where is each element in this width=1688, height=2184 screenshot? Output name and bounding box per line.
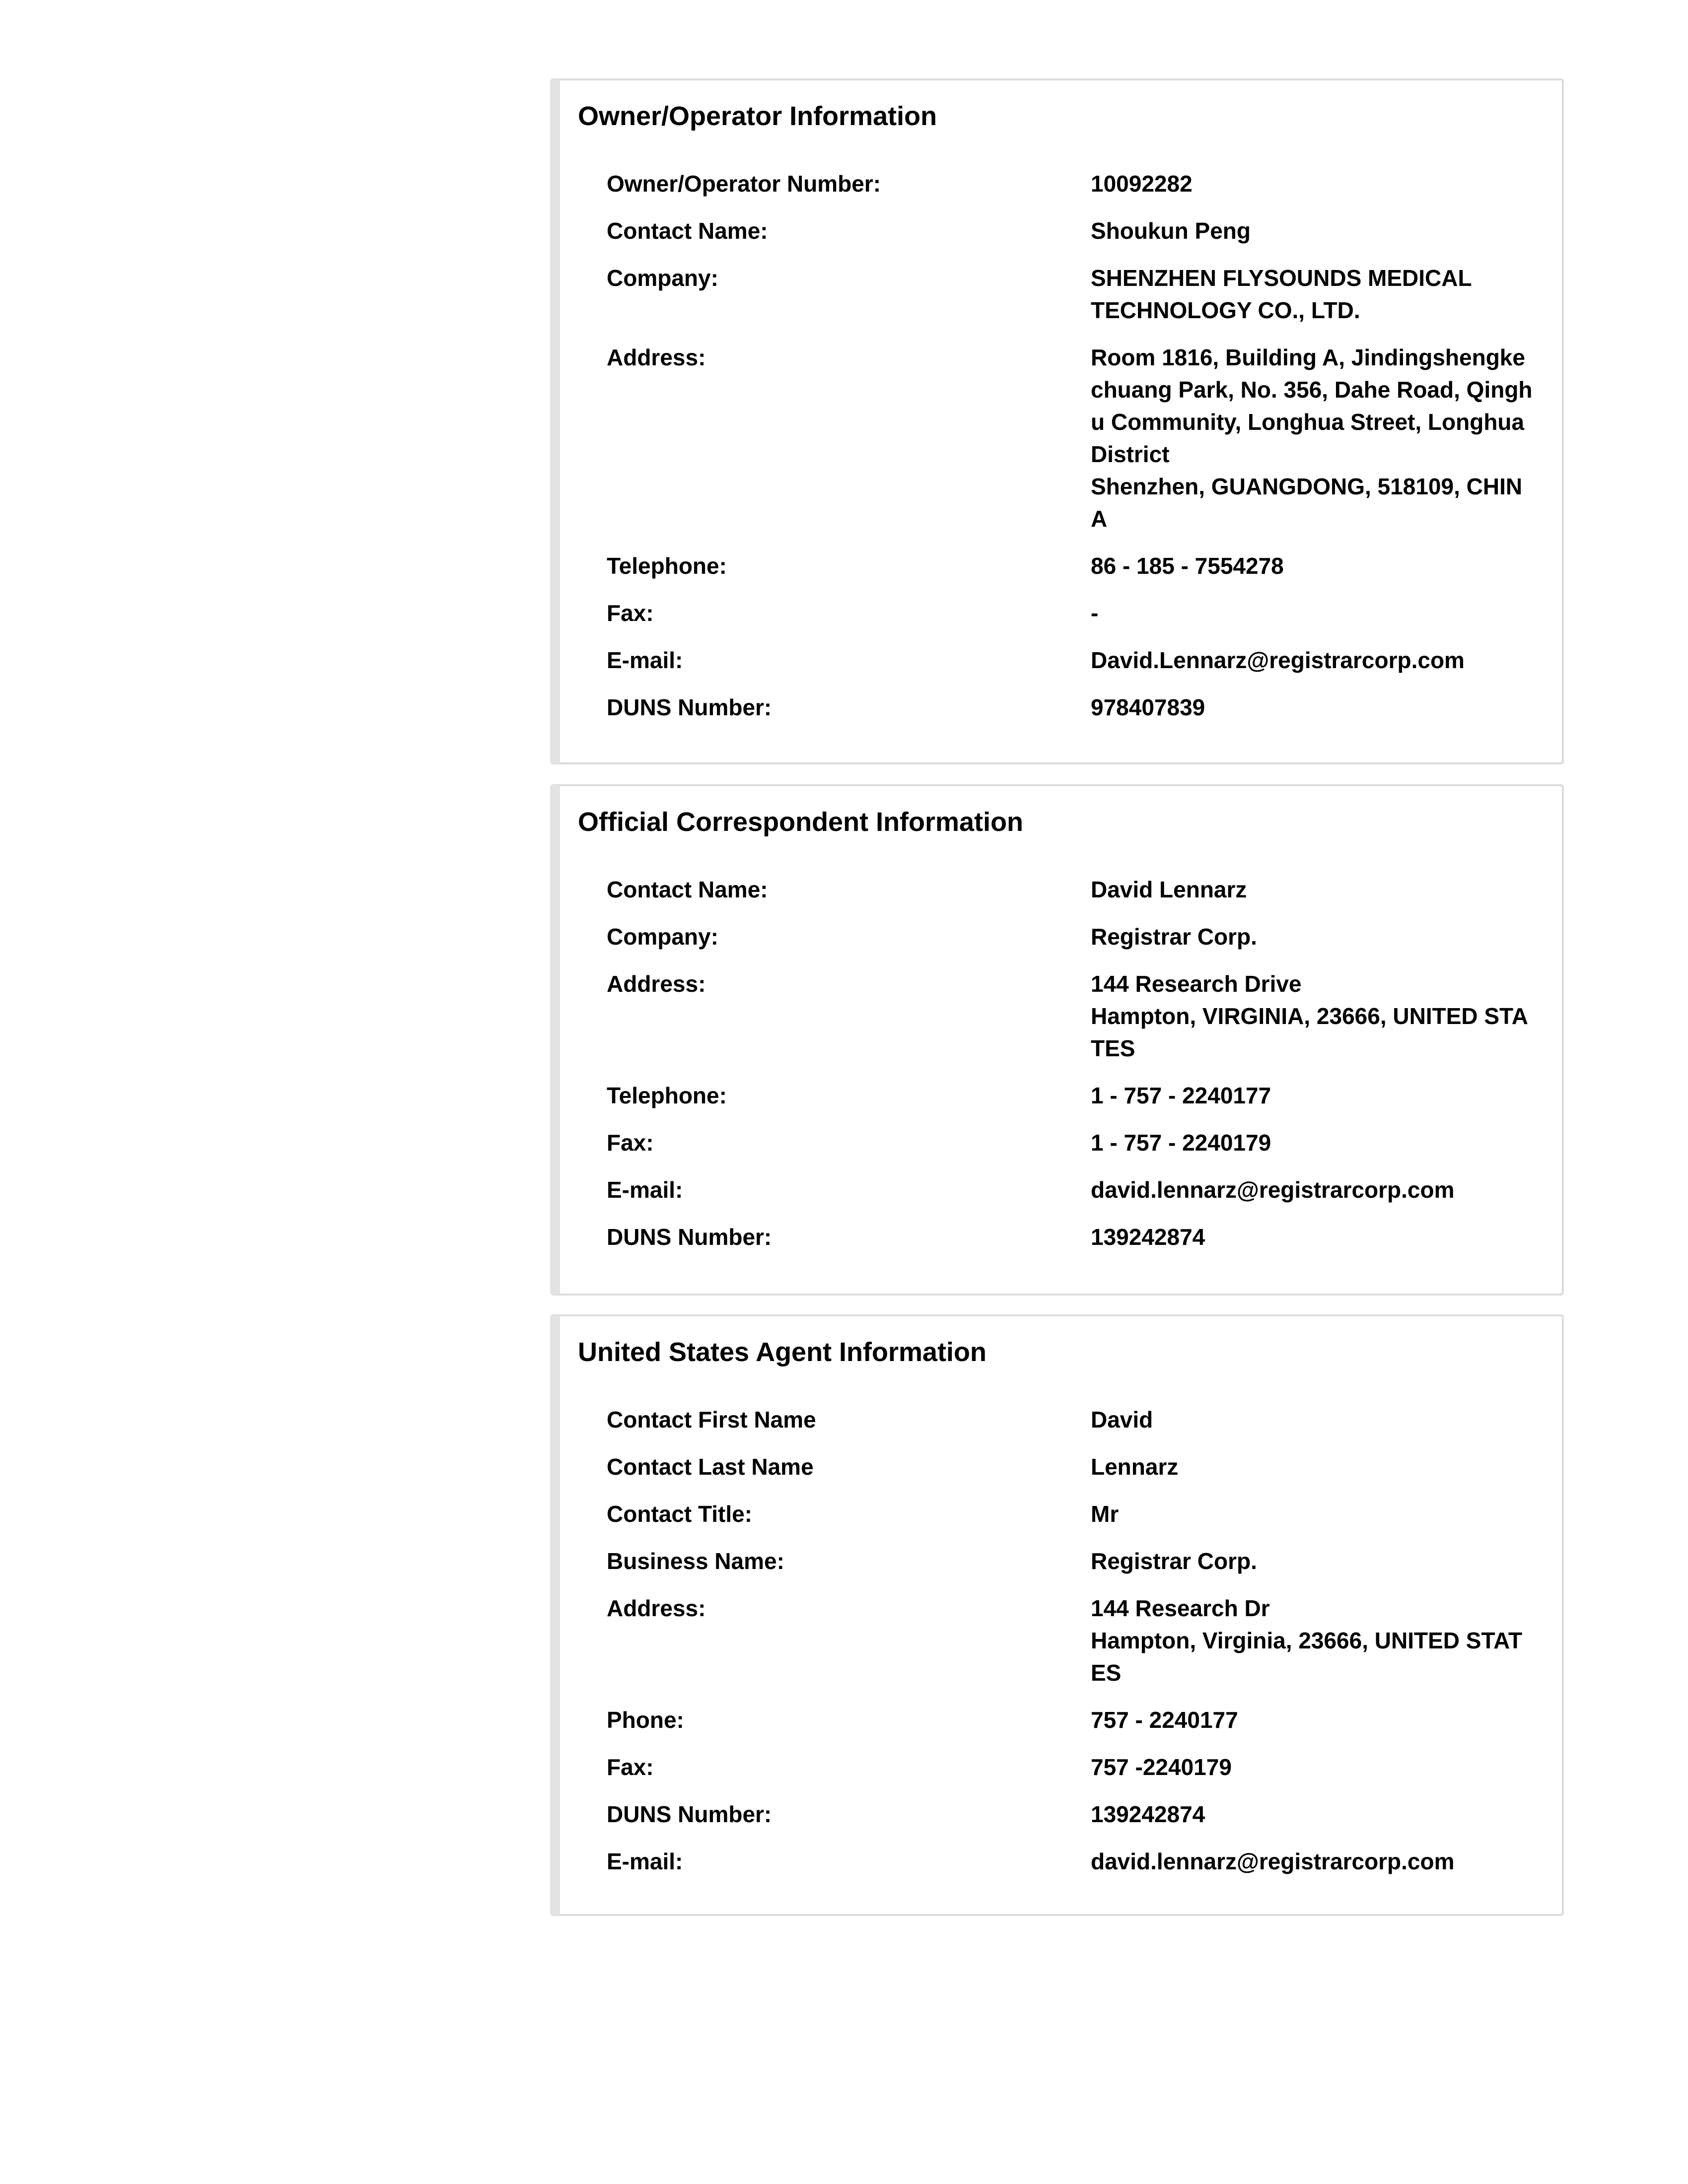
agent-first-name-label: Contact First Name (607, 1407, 816, 1433)
corr-contact-name-label: Contact Name: (607, 877, 768, 902)
corr-address-value (1091, 968, 1535, 1065)
agent-contact-title-row (607, 1498, 1550, 1530)
owner-fax-row (607, 597, 1550, 629)
corr-company-label: Company: (607, 924, 718, 950)
owner-number-label: Owner/Operator Number: (607, 171, 881, 197)
agent-phone-label: Phone: (607, 1707, 684, 1733)
agent-email-label: E-mail: (607, 1848, 683, 1874)
corr-email-label: E-mail: (607, 1177, 683, 1203)
corr-fax-label: Fax: (607, 1130, 654, 1156)
owner-address-line1: Room 1816, Building A, Jindingshengkechuang Park, No. 356, Dahe Road, Qinghu Community, Longhua Street, Longhua District (1091, 344, 1533, 467)
owner-fax-label: Fax: (607, 600, 654, 626)
corr-address-line2: Hampton, VIRGINIA, 23666, UNITED STATES (1091, 1003, 1528, 1061)
agent-last-name-row (607, 1451, 1550, 1483)
agent-duns-label: DUNS Number: (607, 1801, 772, 1827)
corr-address-label: Address: (607, 971, 706, 997)
agent-last-name-value: Lennarz (1091, 1454, 1179, 1480)
owner-email-value: David.Lennarz@registrarcorp.com (1091, 647, 1465, 673)
owner-address-row (607, 341, 1550, 535)
corr-duns-label: DUNS Number: (607, 1224, 772, 1250)
owner-contact-name-value: Shoukun Peng (1091, 218, 1251, 244)
official-correspondent-fields (607, 874, 1550, 1268)
agent-contact-title-label: Contact Title: (607, 1501, 753, 1527)
agent-address-value (1091, 1592, 1535, 1689)
corr-telephone-value: 1 - 757 - 2240177 (1091, 1083, 1271, 1108)
owner-telephone-row (607, 550, 1550, 582)
agent-contact-title-value: Mr (1091, 1501, 1119, 1527)
corr-email-row (607, 1174, 1550, 1206)
agent-first-name-value: David (1091, 1407, 1153, 1433)
owner-contact-name-label: Contact Name: (607, 218, 768, 244)
corr-email-value: david.lennarz@registrarcorp.com (1091, 1177, 1455, 1203)
corr-address-line1: 144 Research Drive (1091, 971, 1302, 997)
agent-first-name-row (607, 1404, 1550, 1436)
agent-address-label: Address: (607, 1595, 706, 1621)
corr-fax-row (607, 1127, 1550, 1159)
owner-company-value: SHENZHEN FLYSOUNDS MEDICAL TECHNOLOGY CO., LTD. (1091, 265, 1472, 323)
owner-address-value (1091, 341, 1535, 535)
owner-telephone-label: Telephone: (607, 553, 727, 579)
agent-duns-value: 139242874 (1091, 1801, 1205, 1827)
agent-business-name-value: Registrar Corp. (1091, 1548, 1257, 1574)
owner-address-line2: Shenzhen, GUANGDONG, 518109, CHINA (1091, 474, 1523, 532)
agent-business-name-row (607, 1545, 1550, 1577)
corr-telephone-label: Telephone: (607, 1083, 727, 1108)
owner-operator-fields (607, 168, 1550, 739)
corr-telephone-row (607, 1080, 1550, 1112)
us-agent-panel (550, 1314, 1564, 1916)
owner-company-row (607, 262, 1550, 327)
owner-contact-name-row (607, 215, 1550, 247)
agent-duns-row (607, 1798, 1550, 1831)
us-agent-fields (607, 1404, 1550, 1893)
owner-company-label: Company: (607, 265, 718, 291)
agent-last-name-label: Contact Last Name (607, 1454, 814, 1480)
official-correspondent-title: Official Correspondent Information (578, 807, 1024, 837)
corr-fax-value: 1 - 757 - 2240179 (1091, 1130, 1271, 1156)
owner-number-value: 10092282 (1091, 171, 1193, 197)
owner-duns-value: 978407839 (1091, 694, 1205, 720)
agent-phone-value: 757 - 2240177 (1091, 1707, 1238, 1733)
agent-business-name-label: Business Name: (607, 1548, 784, 1574)
corr-duns-row (607, 1221, 1550, 1253)
agent-address-line2: Hampton, Virginia, 23666, UNITED STATES (1091, 1628, 1523, 1686)
agent-address-row (607, 1592, 1550, 1689)
owner-email-row (607, 644, 1550, 677)
owner-number-row (607, 168, 1550, 200)
owner-telephone-value: 86 - 185 - 7554278 (1091, 553, 1284, 579)
owner-duns-label: DUNS Number: (607, 694, 772, 720)
corr-contact-name-value: David Lennarz (1091, 877, 1247, 902)
owner-fax-value: - (1091, 600, 1099, 626)
owner-operator-panel (550, 78, 1564, 764)
corr-address-row (607, 968, 1550, 1065)
owner-operator-title: Owner/Operator Information (578, 101, 937, 131)
owner-address-label: Address: (607, 344, 706, 370)
corr-company-value: Registrar Corp. (1091, 924, 1257, 950)
owner-duns-row (607, 691, 1550, 724)
agent-email-value: david.lennarz@registrarcorp.com (1091, 1848, 1455, 1874)
corr-contact-name-row (607, 874, 1550, 906)
owner-email-label: E-mail: (607, 647, 683, 673)
agent-fax-value: 757 -2240179 (1091, 1754, 1232, 1780)
corr-duns-value: 139242874 (1091, 1224, 1205, 1250)
agent-email-row (607, 1845, 1550, 1878)
us-agent-title: United States Agent Information (578, 1337, 987, 1367)
corr-company-row (607, 921, 1550, 953)
agent-phone-row (607, 1704, 1550, 1736)
agent-fax-label: Fax: (607, 1754, 654, 1780)
agent-address-line1: 144 Research Dr (1091, 1595, 1270, 1621)
official-correspondent-panel (550, 784, 1564, 1296)
agent-fax-row (607, 1751, 1550, 1783)
